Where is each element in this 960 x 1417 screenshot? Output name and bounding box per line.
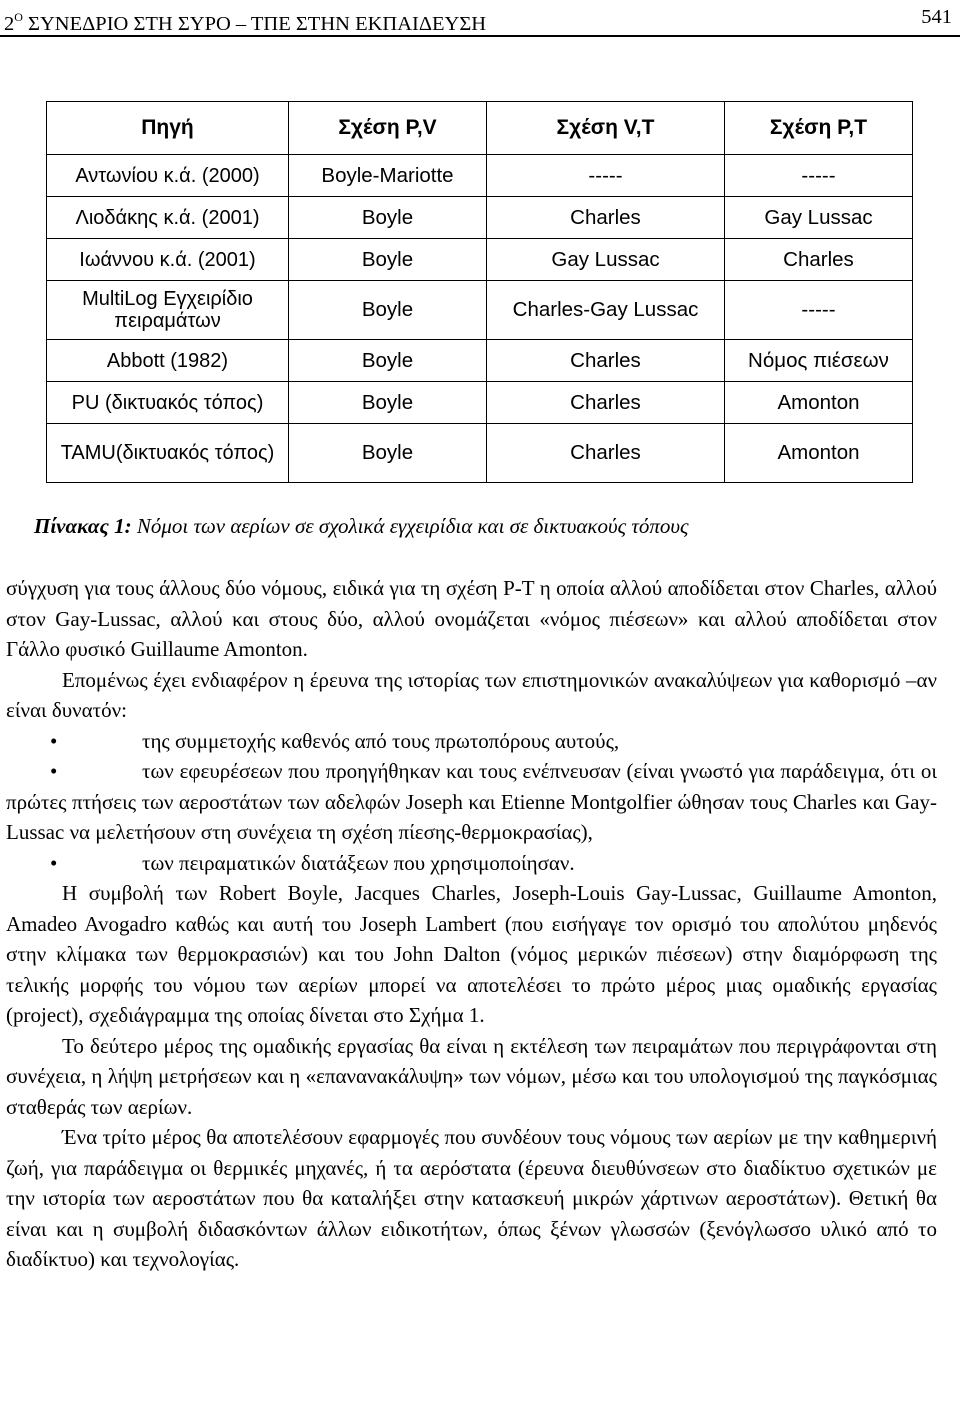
table-cell: ----- [725,281,913,340]
table-cell: Charles [487,382,725,424]
table-row [47,155,913,197]
table-caption [34,512,689,540]
list-item: • των εφευρέσεων που προηγήθηκαν και τους ενέπνευσαν (είναι γνωστό για παράδειγμα, ότι οι πρώτες πτήσεις των αεροστάτων των αδελφών Joseph και Etienne Montgolfier ώθησαν τους Charles και Gay-Lussac να μελετήσουν στη συνέχεια τη σχέση πίεσης-θερμοκρασίας), [6,756,937,848]
table-row [47,382,913,424]
table-cell: Charles [487,197,725,239]
table-cell: Charles-Gay Lussac [487,281,725,340]
table-cell: Charles [487,340,725,382]
table-header-row [47,102,913,155]
paragraph: Η συμβολή των Robert Boyle, Jacques Charles, Joseph-Louis Gay-Lussac, Guillaume Amonton, Amadeo Avogadro καθώς και αυτή του Joseph Lambert (που εισήγαγε τον ορισμό του απολύτου μηδενός στην κλίμακα των θερμοκρασιών) και του John Dalton (νόμος μερικών πιέσεων) στην διαμόρφωση της τελικής μορφής του νόμου των αερίων μπορεί να αποτελέσει το πρώτο μέρος μιας ομαδικής εργασίας (project), σχεδιάγραμμα της οποίας δίνεται στο Σχήμα 1. [6,881,937,1027]
caption-label: Πίνακας 1: [34,514,132,538]
page-number: 541 [921,6,952,28]
table-row [47,281,913,340]
table-cell: MultiLog Εγχειρίδιο πειραμάτων [47,281,289,340]
table-header-cell: Σχέση P,T [725,102,913,155]
table-cell: Αντωνίου κ.ά. (2000) [47,155,289,197]
table-cell: Ιωάννου κ.ά. (2001) [47,239,289,281]
table-cell: Gay Lussac [725,197,913,239]
table-cell: Boyle [289,281,487,340]
header-rule [0,35,960,37]
table-header-cell: Σχέση P,V [289,102,487,155]
table-row [47,239,913,281]
table-cell: Charles [487,424,725,483]
table-cell: Boyle [289,340,487,382]
table-cell: ----- [487,155,725,197]
list-item: • των πειραματικών διατάξεων που χρησιμοποίησαν. [6,848,937,879]
table-header-cell: Πηγή [47,102,289,155]
table-cell: Charles [725,239,913,281]
table-cell: Amonton [725,382,913,424]
bullet-icon: • [50,759,58,783]
conference-title: $2^O$ ΣΥΝΕΔΡΙΟ ΣΤΗ ΣΥΡΟ – ΤΠΕ ΣΤΗΝ ΕΚΠΑΙΔΕΥΣΗ [4,10,487,35]
paragraph: σύγχυση για τους άλλους δύο νόμους, ειδικά για τη σχέση P-T η οποία αλλού αποδίδεται στον Charles, αλλού στον Gay-Lussac, αλλού και στους δύο, αλλού ονομάζεται «νόμος πιέσεων» και αλλού αποδίδεται στον Γάλλο φυσικό Guillaume Amonton. [6,576,937,661]
gas-laws-table [46,101,913,483]
table-cell: Boyle [289,424,487,483]
table-row [47,197,913,239]
table-header-cell: Σχέση V,T [487,102,725,155]
table-cell: Boyle-Mariotte [289,155,487,197]
table-cell: Λιοδάκης κ.ά. (2001) [47,197,289,239]
paragraph: Ένα τρίτο μέρος θα αποτελέσουν εφαρμογές που συνδέουν τους νόμους των αερίων με την καθημερινή ζωή, για παράδειγμα οι θερμικές μηχανές, ή τα αερόστατα (έρευνα διευθύνσεων στο διαδίκτυο σχετικών με την ιστορία των αεροστάτων που θα καταλήξει στην κατασκευή μικρών χάρτινων αεροστάτων). Θετική θα είναι και η συμβολή διδασκόντων άλλων ειδικοτήτων, όπως ξένων γλωσσών (ξενόγλωσσο υλικό από το διαδίκτυο) και τεχνολογίας. [6,1125,937,1271]
bullet-icon: • [50,728,58,753]
table-cell: Νόμος πιέσεων [725,340,913,382]
table-cell: Gay Lussac [487,239,725,281]
paragraph: Το δεύτερο μέρος της ομαδικής εργασίας θα είναι η εκτέλεση των πειραμάτων που περιγράφονται στη συνέχεια, η λήψη μετρήσεων και η «επανανακάλυψη» των νόμων, μέσω και του υπολογισμού της παγκόσμιας σταθεράς των αερίων. [6,1033,937,1119]
table-cell: Boyle [289,382,487,424]
table-cell: Boyle [289,197,487,239]
caption-text: Νόμοι των αερίων σε σχολικά εγχειρίδια και σε δικτυακούς τόπους [131,514,689,538]
list-item: • της συμμετοχής καθενός από τους πρωτοπόρους αυτούς, [6,726,937,757]
table-cell: PU (δικτυακός τόπος) [47,382,289,424]
table-row [47,424,913,483]
bullet-icon: • [50,850,58,875]
table-cell: TAMU(δικτυακός τόπος) [47,424,289,483]
table-cell: Abbott (1982) [47,340,289,382]
body-text [6,573,937,1275]
page-header [4,4,952,34]
table-row [47,340,913,382]
table-cell: Boyle [289,239,487,281]
table-cell: Amonton [725,424,913,483]
paragraph: Επομένως έχει ενδιαφέρον η έρευνα της ιστορίας των επιστημονικών ανακαλύψεων για καθορισμό –αν είναι δυνατόν: [6,667,937,722]
table-cell: ----- [725,155,913,197]
